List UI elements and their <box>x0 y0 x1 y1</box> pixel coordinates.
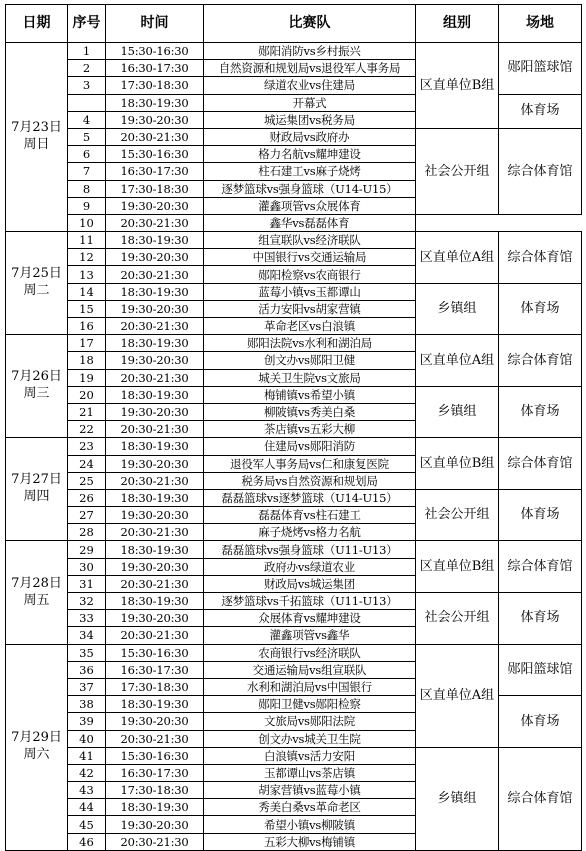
seq-cell: 25 <box>68 472 106 489</box>
group-cell: 区直单位A组 <box>416 644 499 747</box>
table-row <box>6 214 582 231</box>
weekday-label: 周四 <box>23 489 50 505</box>
match-cell: 绿道农业vs住建局 <box>204 77 416 94</box>
group-cell: 区直单位B组 <box>416 43 499 129</box>
seq-cell: 23 <box>68 438 106 455</box>
time-cell: 17:30-18:30 <box>106 678 204 695</box>
seq-cell: 21 <box>68 403 106 420</box>
weekday-label: 周三 <box>23 386 50 402</box>
table-row <box>6 386 582 403</box>
group-cell: 社会公开组 <box>416 593 499 645</box>
time-cell: 15:30-16:30 <box>106 43 204 60</box>
seq-cell: 14 <box>68 283 106 300</box>
time-cell: 20:30-21:30 <box>106 833 204 850</box>
seq-cell: 27 <box>68 507 106 524</box>
match-cell: 郧阳消防vs乡村振兴 <box>204 43 416 60</box>
group-cell: 乡镇组 <box>416 283 499 335</box>
seq-cell: 37 <box>68 678 106 695</box>
seq-cell: 8 <box>68 180 106 197</box>
time-cell: 16:30-17:30 <box>106 163 204 180</box>
venue-cell: 体育场 <box>499 386 582 438</box>
seq-cell: 30 <box>68 558 106 575</box>
match-cell: 城运集团vs税务局 <box>204 111 416 128</box>
match-cell: 灌鑫项管vs鑫华 <box>204 627 416 644</box>
seq-cell <box>68 94 106 111</box>
match-cell: 郧阳卫健vs郧阳检察 <box>204 696 416 713</box>
match-cell: 活力安阳vs胡家营镇 <box>204 300 416 317</box>
match-cell: 逐梦篮球vs千拓篮球（U11-U13） <box>204 593 416 610</box>
time-cell: 19:30-20:30 <box>106 249 204 266</box>
time-cell: 19:30-20:30 <box>106 816 204 833</box>
group-cell: 区直单位A组 <box>416 335 499 387</box>
match-cell: 税务局vs自然资源和规划局 <box>204 472 416 489</box>
group-cell: 区直单位B组 <box>416 438 499 490</box>
time-cell: 20:30-21:30 <box>106 730 204 747</box>
seq-cell: 12 <box>68 249 106 266</box>
match-cell: 柱石建工vs麻子烧烤 <box>204 163 416 180</box>
match-cell: 农商银行vs经济联队 <box>204 644 416 661</box>
header-date: 日期 <box>6 5 68 43</box>
table-row <box>6 541 582 558</box>
date-cell <box>6 644 68 850</box>
date-label: 7月27日 <box>11 472 62 488</box>
group-cell: 社会公开组 <box>416 489 499 541</box>
match-cell: 逐梦篮球vs强身篮球（U14-U15） <box>204 180 416 197</box>
time-cell: 15:30-16:30 <box>106 146 204 163</box>
seq-cell: 39 <box>68 713 106 730</box>
time-cell: 17:30-18:30 <box>106 77 204 94</box>
match-cell: 中国银行vs交通运输局 <box>204 249 416 266</box>
match-cell: 创文办vs城关卫生院 <box>204 730 416 747</box>
venue-cell: 郧阳篮球馆 <box>499 644 582 696</box>
match-cell: 郧阳检察vs农商银行 <box>204 266 416 283</box>
header-venue: 场地 <box>499 5 582 43</box>
seq-cell: 45 <box>68 816 106 833</box>
table-row <box>6 438 582 455</box>
time-cell: 18:30-19:30 <box>106 283 204 300</box>
time-cell: 17:30-18:30 <box>106 782 204 799</box>
match-cell: 磊磊篮球vs逐梦篮球（U14-U15） <box>204 489 416 506</box>
match-cell: 交通运输局vs组宣联队 <box>204 661 416 678</box>
venue-cell: 体育场 <box>499 593 582 645</box>
time-cell: 18:30-19:30 <box>106 94 204 111</box>
seq-cell: 40 <box>68 730 106 747</box>
time-cell: 15:30-16:30 <box>106 644 204 661</box>
match-cell: 蓝莓小镇vs玉都谭山 <box>204 283 416 300</box>
date-cell <box>6 232 68 335</box>
seq-cell: 4 <box>68 111 106 128</box>
match-cell: 胡家营镇vs蓝莓小镇 <box>204 782 416 799</box>
venue-cell: 体育场 <box>499 696 582 748</box>
match-cell: 茶店镇vs五彩大柳 <box>204 421 416 438</box>
match-cell: 梅铺镇vs希望小镇 <box>204 386 416 403</box>
seq-cell: 26 <box>68 489 106 506</box>
match-cell: 磊磊体育vs柱石建工 <box>204 507 416 524</box>
time-cell: 18:30-19:30 <box>106 232 204 249</box>
time-cell: 20:30-21:30 <box>106 472 204 489</box>
time-cell: 18:30-19:30 <box>106 541 204 558</box>
table-row <box>6 747 582 764</box>
seq-cell: 29 <box>68 541 106 558</box>
table-row <box>6 593 582 610</box>
seq-cell: 41 <box>68 747 106 764</box>
header-group: 组别 <box>416 5 499 43</box>
seq-cell: 22 <box>68 421 106 438</box>
time-cell: 18:30-19:30 <box>106 593 204 610</box>
time-cell: 19:30-20:30 <box>106 197 204 214</box>
table-row <box>6 335 582 352</box>
table-row <box>6 283 582 300</box>
seq-cell: 16 <box>68 318 106 335</box>
match-cell: 玉都谭山vs茶店镇 <box>204 764 416 781</box>
match-cell: 开幕式 <box>204 94 416 111</box>
time-cell: 20:30-21:30 <box>106 627 204 644</box>
seq-cell: 17 <box>68 335 106 352</box>
venue-cell: 综合体育馆 <box>499 747 582 850</box>
time-cell: 18:30-19:30 <box>106 386 204 403</box>
table-row <box>6 489 582 506</box>
time-cell: 18:30-19:30 <box>106 489 204 506</box>
seq-cell: 46 <box>68 833 106 850</box>
time-cell: 18:30-19:30 <box>106 799 204 816</box>
date-cell <box>6 43 68 232</box>
seq-cell: 18 <box>68 352 106 369</box>
venue-cell: 体育场 <box>499 489 582 541</box>
seq-cell: 33 <box>68 610 106 627</box>
match-cell: 众展体育vs耀坤建设 <box>204 610 416 627</box>
venue-cell: 综合体育馆 <box>499 335 582 387</box>
venue-cell: 体育场 <box>499 94 582 128</box>
venue-cell: 综合体育馆 <box>499 232 582 284</box>
match-cell: 柳陂镇vs秀美白桑 <box>204 403 416 420</box>
seq-cell: 1 <box>68 43 106 60</box>
time-cell: 19:30-20:30 <box>106 507 204 524</box>
group-cell: 社会公开组 <box>416 128 499 214</box>
match-cell: 革命老区vs白浪镇 <box>204 318 416 335</box>
match-cell: 财政局vs政府办 <box>204 128 416 145</box>
time-cell: 20:30-21:30 <box>106 266 204 283</box>
seq-cell: 19 <box>68 369 106 386</box>
date-cell <box>6 438 68 541</box>
time-cell: 18:30-19:30 <box>106 696 204 713</box>
match-cell: 格力名航vs耀坤建设 <box>204 146 416 163</box>
time-cell: 20:30-21:30 <box>106 128 204 145</box>
seq-cell: 5 <box>68 128 106 145</box>
time-cell: 19:30-20:30 <box>106 300 204 317</box>
schedule-table <box>5 4 582 851</box>
match-cell: 郧阳法院vs水利和湖泊局 <box>204 335 416 352</box>
header-time: 时间 <box>106 5 204 43</box>
date-cell <box>6 335 68 438</box>
match-cell: 秀美白桑vs革命老区 <box>204 799 416 816</box>
header-seq: 序号 <box>68 5 106 43</box>
time-cell: 16:30-17:30 <box>106 661 204 678</box>
weekday-label: 周日 <box>23 137 50 153</box>
time-cell: 19:30-20:30 <box>106 558 204 575</box>
match-cell: 财政局vs城运集团 <box>204 575 416 592</box>
time-cell: 18:30-19:30 <box>106 335 204 352</box>
time-cell: 19:30-20:30 <box>106 455 204 472</box>
match-cell: 文旅局vs郧阳法院 <box>204 713 416 730</box>
group-cell: 乡镇组 <box>416 747 499 850</box>
group-cell: 区直单位A组 <box>416 232 499 284</box>
weekday-label: 周五 <box>23 592 50 608</box>
table-row <box>6 232 582 249</box>
seq-cell: 10 <box>68 214 106 231</box>
date-label: 7月28日 <box>11 575 62 591</box>
venue-cell: 综合体育馆 <box>499 541 582 593</box>
date-cell <box>6 541 68 644</box>
header-row <box>6 5 582 43</box>
seq-cell: 7 <box>68 163 106 180</box>
match-cell: 自然资源和规划局vs退役军人事务局 <box>204 60 416 77</box>
seq-cell: 6 <box>68 146 106 163</box>
venue-cell: 综合体育馆 <box>499 128 582 214</box>
group-cell: 区直单位B组 <box>416 541 499 593</box>
time-cell: 16:30-17:30 <box>106 764 204 781</box>
match-cell: 政府办vs绿道农业 <box>204 558 416 575</box>
seq-cell: 31 <box>68 575 106 592</box>
seq-cell: 34 <box>68 627 106 644</box>
table-row <box>6 43 582 60</box>
match-cell: 城关卫生院vs文旅局 <box>204 369 416 386</box>
venue-cell: 综合体育馆 <box>499 438 582 490</box>
time-cell: 19:30-20:30 <box>106 610 204 627</box>
time-cell: 20:30-21:30 <box>106 369 204 386</box>
seq-cell: 24 <box>68 455 106 472</box>
seq-cell: 43 <box>68 782 106 799</box>
time-cell: 15:30-16:30 <box>106 747 204 764</box>
match-cell: 希望小镇vs柳陂镇 <box>204 816 416 833</box>
time-cell: 20:30-21:30 <box>106 214 204 231</box>
seq-cell: 42 <box>68 764 106 781</box>
seq-cell: 3 <box>68 77 106 94</box>
match-cell: 组宣联队vs经济联队 <box>204 232 416 249</box>
seq-cell: 35 <box>68 644 106 661</box>
seq-cell: 15 <box>68 300 106 317</box>
seq-cell: 20 <box>68 386 106 403</box>
seq-cell: 32 <box>68 593 106 610</box>
match-cell: 创文办vs郧阳卫健 <box>204 352 416 369</box>
weekday-label: 周六 <box>23 747 50 763</box>
seq-cell: 13 <box>68 266 106 283</box>
time-cell: 19:30-20:30 <box>106 111 204 128</box>
time-cell: 18:30-19:30 <box>106 438 204 455</box>
time-cell: 20:30-21:30 <box>106 421 204 438</box>
table-row <box>6 644 582 661</box>
group-cell: 乡镇组 <box>416 386 499 438</box>
date-label: 7月29日 <box>11 730 62 746</box>
time-cell: 17:30-18:30 <box>106 180 204 197</box>
schedule-body <box>6 43 582 851</box>
match-cell: 住建局vs郧阳消防 <box>204 438 416 455</box>
match-cell: 鑫华vs磊磊体育 <box>204 214 416 231</box>
seq-cell: 9 <box>68 197 106 214</box>
seq-cell: 36 <box>68 661 106 678</box>
table-row <box>6 128 582 145</box>
match-cell: 白浪镇vs活力安阳 <box>204 747 416 764</box>
date-label: 7月26日 <box>11 369 62 385</box>
seq-cell: 11 <box>68 232 106 249</box>
time-cell: 20:30-21:30 <box>106 318 204 335</box>
seq-cell: 38 <box>68 696 106 713</box>
match-cell: 退役军人事务局vs仁和康复医院 <box>204 455 416 472</box>
time-cell: 20:30-21:30 <box>106 524 204 541</box>
time-cell: 16:30-17:30 <box>106 60 204 77</box>
match-cell: 磊磊篮球vs强身篮球（U11-U13） <box>204 541 416 558</box>
seq-cell: 2 <box>68 60 106 77</box>
weekday-label: 周二 <box>23 283 50 299</box>
time-cell: 19:30-20:30 <box>106 713 204 730</box>
time-cell: 19:30-20:30 <box>106 403 204 420</box>
seq-cell: 28 <box>68 524 106 541</box>
match-cell: 水利和湖泊局vs中国银行 <box>204 678 416 695</box>
match-cell: 五彩大柳vs梅铺镇 <box>204 833 416 850</box>
venue-cell: 郧阳篮球馆 <box>499 43 582 95</box>
match-cell: 麻子烧烤vs格力名航 <box>204 524 416 541</box>
date-label: 7月23日 <box>11 120 62 136</box>
seq-cell: 44 <box>68 799 106 816</box>
time-cell: 20:30-21:30 <box>106 575 204 592</box>
venue-cell: 体育场 <box>499 283 582 335</box>
time-cell: 19:30-20:30 <box>106 352 204 369</box>
header-teams: 比赛队 <box>204 5 416 43</box>
date-label: 7月25日 <box>11 266 62 282</box>
match-cell: 灌鑫项管vs众展体育 <box>204 197 416 214</box>
